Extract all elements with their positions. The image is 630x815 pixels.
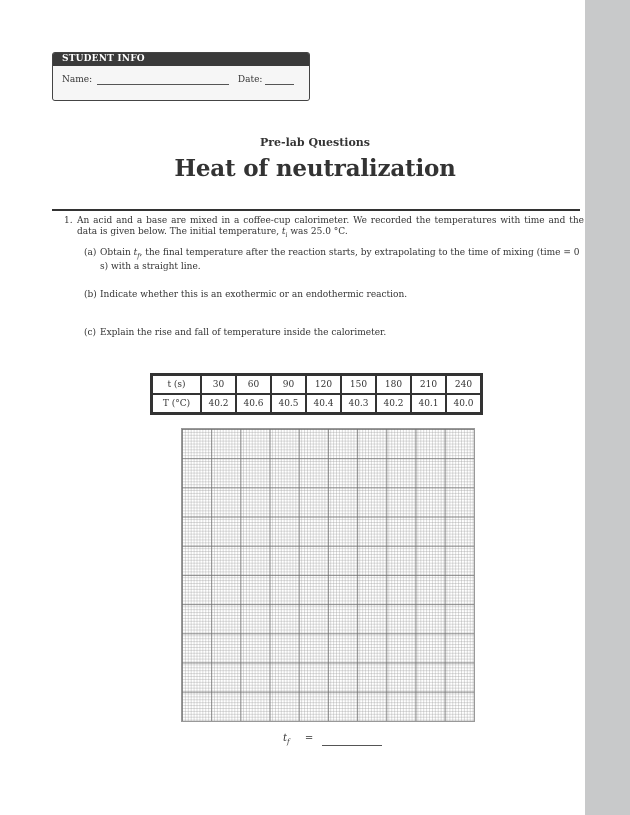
question-part-a xyxy=(84,248,584,273)
time-row xyxy=(152,375,482,395)
temperature-cell: 40.5 xyxy=(271,394,306,414)
part-a-tag: (a) xyxy=(84,248,97,258)
name-field[interactable] xyxy=(97,75,229,85)
temperature-row xyxy=(152,394,482,414)
temperature-cell: 40.2 xyxy=(376,394,411,414)
time-cell: 150 xyxy=(341,375,376,395)
time-cell: 90 xyxy=(271,375,306,395)
temperature-cell: 40.3 xyxy=(341,394,376,414)
student-info-row xyxy=(62,75,294,85)
time-cell: 120 xyxy=(306,375,341,395)
part-b-text: Indicate whether this is an exothermic or an endothermic reaction. xyxy=(100,290,408,300)
final-temperature-answer xyxy=(283,733,382,746)
date-field[interactable] xyxy=(265,75,294,85)
time-cell: 210 xyxy=(411,375,446,395)
equals-sign: = xyxy=(304,733,314,744)
tf-variable: t xyxy=(283,733,288,744)
question-part-c xyxy=(84,328,584,339)
question-number: 1. xyxy=(64,216,73,226)
temperature-data-table xyxy=(150,373,483,415)
time-cell: 30 xyxy=(201,375,236,395)
time-cell: 240 xyxy=(446,375,482,395)
time-cell: 180 xyxy=(376,375,411,395)
date-label: Date: xyxy=(237,75,263,85)
title-divider xyxy=(52,209,580,211)
temperature-cell: 40.2 xyxy=(201,394,236,414)
temperature-cell: 40.4 xyxy=(306,394,341,414)
graph-paper-grid[interactable] xyxy=(181,428,475,722)
part-c-text: Explain the rise and fall of temperature inside the calorimeter. xyxy=(100,328,387,338)
temperature-cell: 40.6 xyxy=(236,394,271,414)
right-margin-bar xyxy=(585,0,630,815)
tf-answer-field[interactable] xyxy=(322,737,382,746)
part-c-tag: (c) xyxy=(84,328,97,338)
time-cell: 60 xyxy=(236,375,271,395)
question-part-b xyxy=(84,290,584,301)
temperature-cell: 40.1 xyxy=(411,394,446,414)
page-subtitle: Pre-lab Questions xyxy=(259,136,371,149)
name-label: Name: xyxy=(62,75,93,85)
student-info-header: STUDENT INFO xyxy=(53,53,309,66)
student-info-box xyxy=(52,52,310,101)
tf-subscript: f xyxy=(287,738,290,746)
part-b-tag: (b) xyxy=(84,290,97,300)
temperature-header: T (°C) xyxy=(152,394,202,414)
part-a-text: Obtain $t_f$, the final temperature after the reaction starts, by extrapolating to the time of mixing (time = 0 s) with a straight line. xyxy=(100,248,580,272)
question-1 xyxy=(64,216,584,241)
page-title: Heat of neutralization xyxy=(174,155,456,182)
question-text: An acid and a base are mixed in a coffee-cup calorimeter. We recorded the temperatures with time and the data is given below. The initial temperature, $t_i$ was 25.0 °C. xyxy=(77,216,584,239)
temperature-cell: 40.0 xyxy=(446,394,482,414)
time-header: t (s) xyxy=(152,375,202,395)
